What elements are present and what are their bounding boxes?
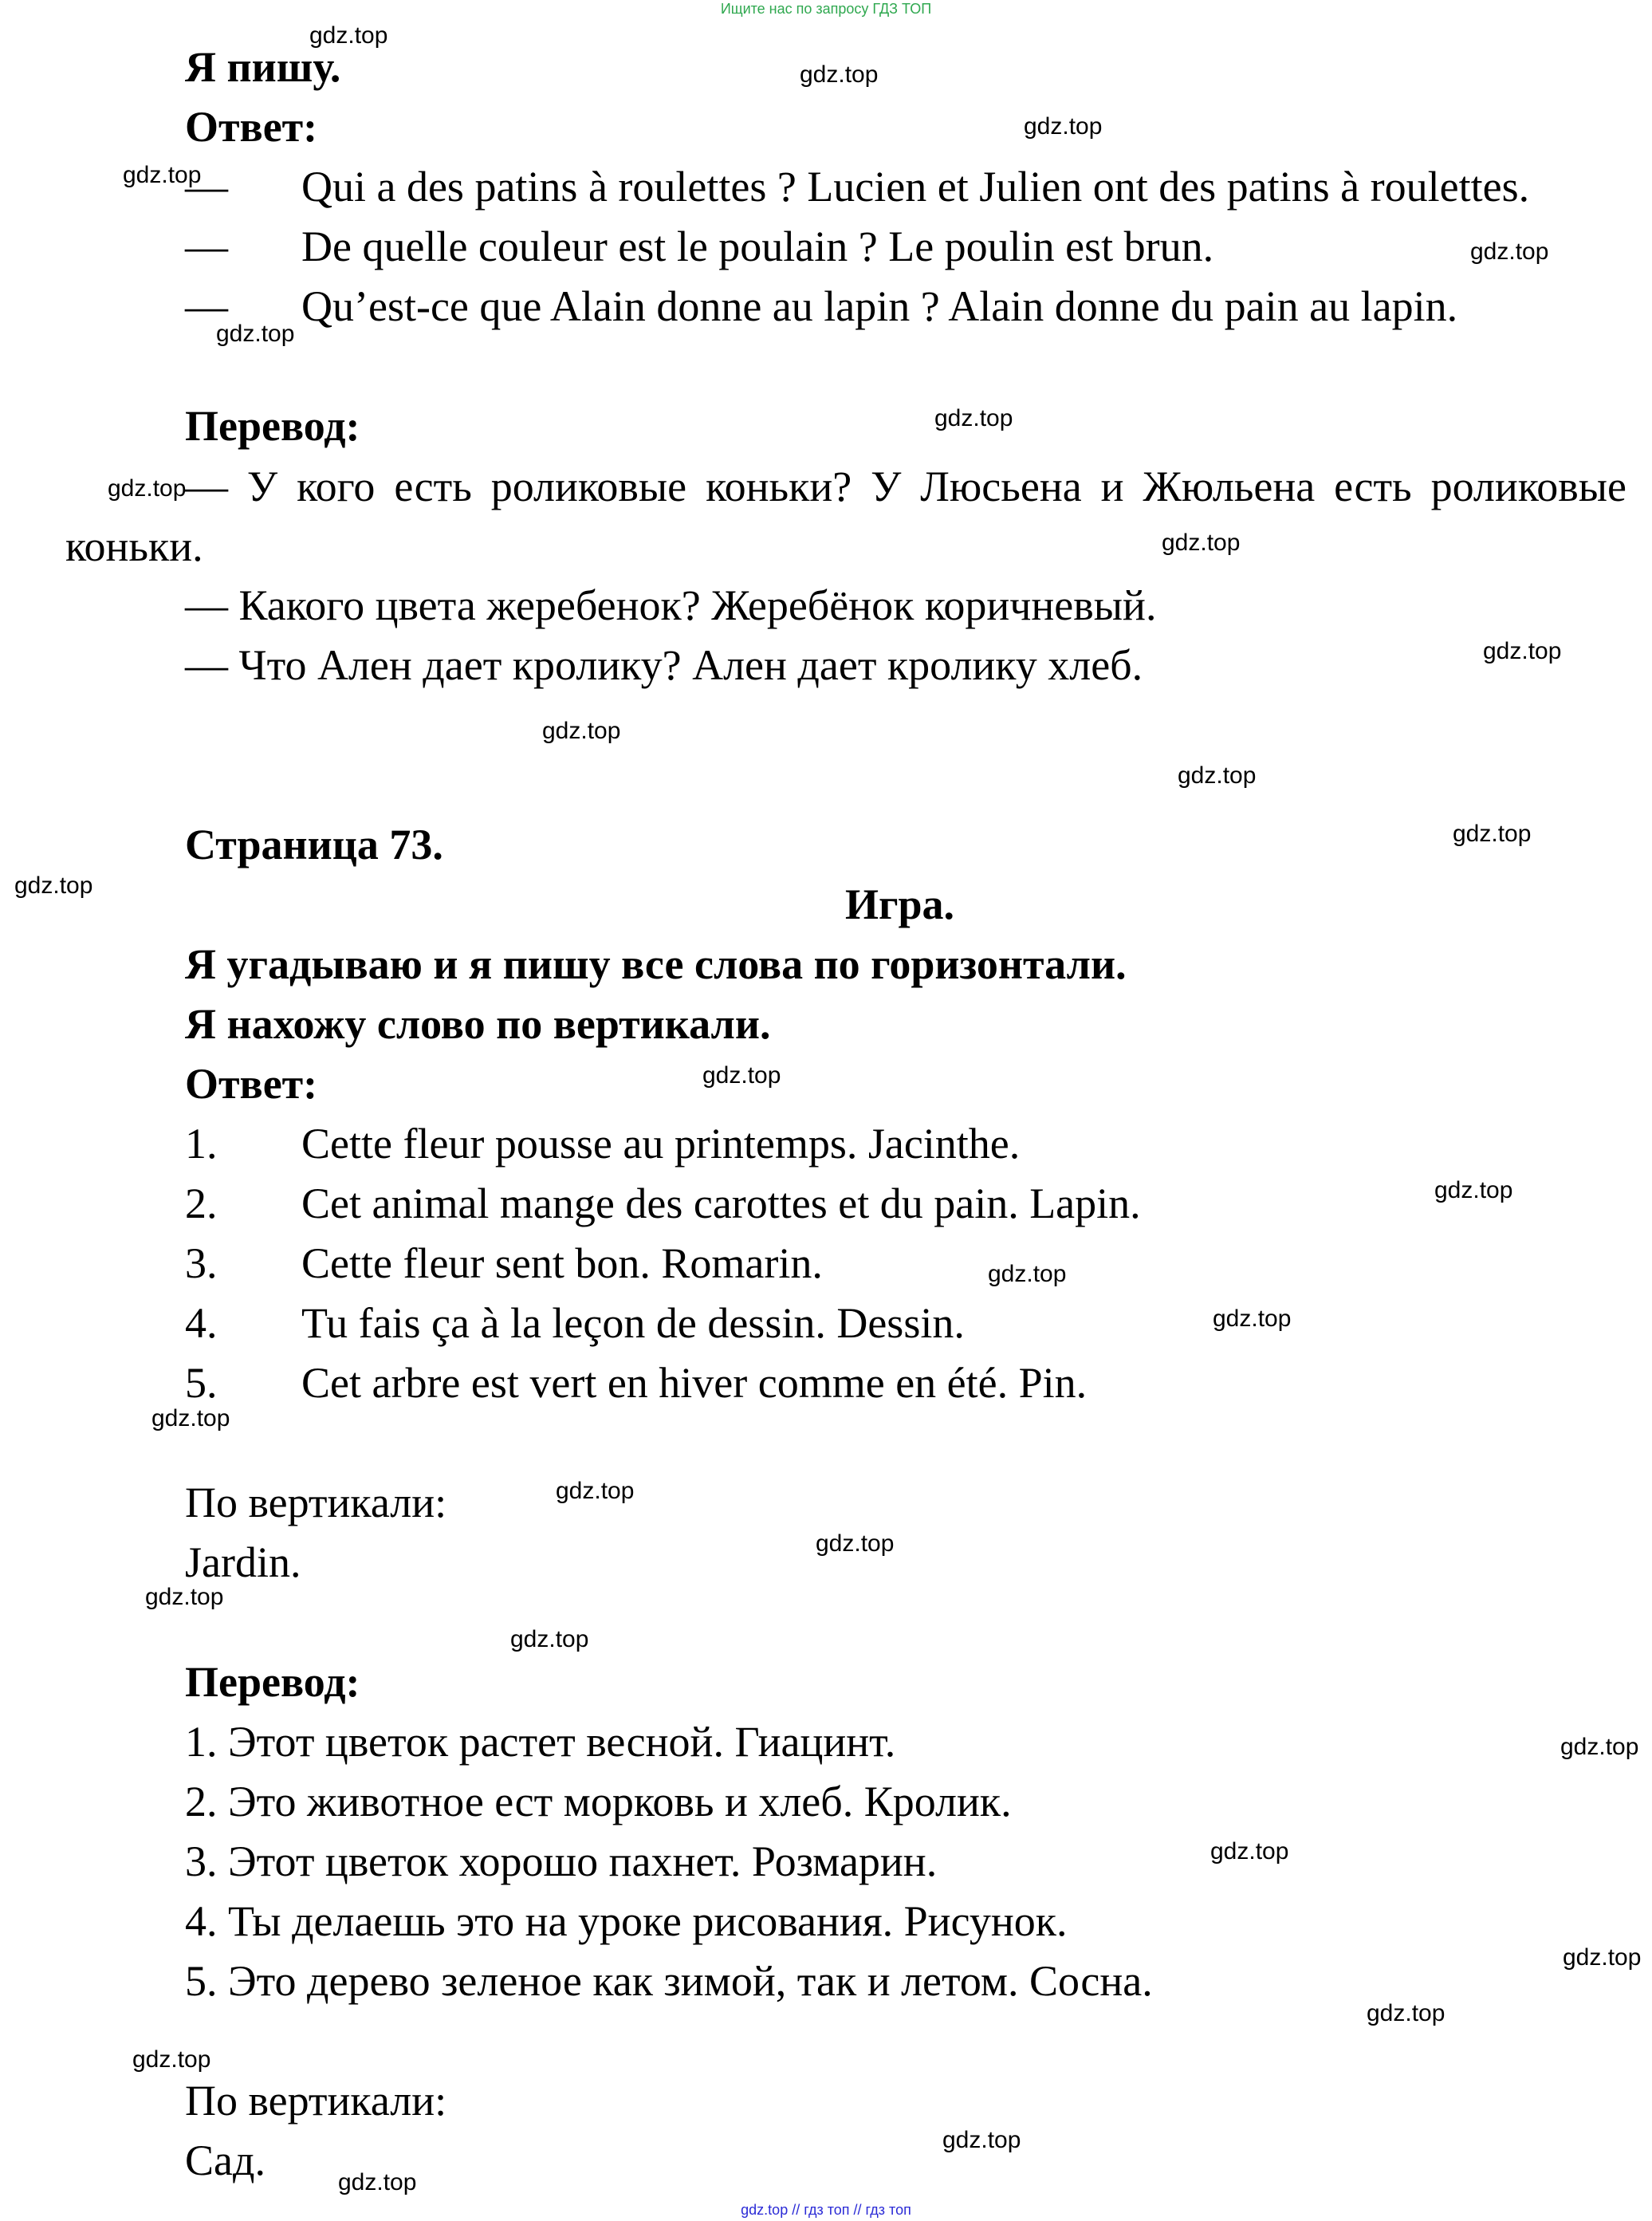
game-heading: Игра. [845,880,955,928]
watermark: gdz.top [1434,1177,1513,1203]
watermark: gdz.top [1213,1305,1292,1332]
watermark: gdz.top [542,718,621,744]
watermark: gdz.top [1483,638,1562,664]
dash-marker: — [185,222,228,270]
dash-marker: — [185,163,228,211]
answer-number: 5. [185,1359,218,1407]
answer-text: Cette fleur pousse au printemps. Jacinthe. [301,1120,1021,1168]
page-heading: Страница 73. [185,821,443,868]
watermark: gdz.top [942,2127,1021,2153]
watermark: gdz.top [1367,2000,1446,2026]
watermark: gdz.top [1178,762,1257,789]
watermark: gdz.top [108,475,187,502]
task-line: Я нахожу слово по вертикали. [185,1000,771,1048]
translation-line: 1. Этот цветок растет весной. Гиацинт. [185,1718,896,1766]
watermark: gdz.top [1210,1838,1289,1865]
answer-number: 4. [185,1299,218,1347]
watermark: gdz.top [816,1530,895,1557]
top-banner: Ищите нас по запросу ГДЗ ТОП [720,1,932,17]
answer-number: 1. [185,1120,218,1168]
watermark: gdz.top [1470,238,1549,265]
watermark: gdz.top [934,405,1013,431]
answer-text: De quelle couleur est le poulain ? Le poulin est brun. [301,222,1214,270]
answer-text: Cet arbre est vert en hiver comme en été. Pin. [301,1359,1088,1407]
watermark: gdz.top [1162,530,1241,556]
watermark: gdz.top [1453,821,1532,847]
answer-number: 3. [185,1239,218,1287]
watermark: gdz.top [132,2046,211,2073]
translation-line: 3. Этот цветок хорошо пахнет. Розмарин. [185,1837,938,1885]
watermark: gdz.top [216,321,295,347]
watermark: gdz.top [556,1478,635,1504]
answer-heading: Ответ: [185,103,318,151]
task-line: Я угадываю и я пишу все слова по горизонтали. [185,940,1127,988]
watermark: gdz.top [800,61,879,88]
watermark: gdz.top [702,1062,781,1089]
bottom-banner: gdz.top // гдз топ // гдз топ [741,2202,911,2218]
watermark: gdz.top [145,1584,224,1610]
translation-line: 2. Это животное ест морковь и хлеб. Кролик. [185,1778,1012,1825]
watermark: gdz.top [988,1261,1067,1287]
watermark: gdz.top [1563,1944,1642,1971]
translation-line: — Что Ален дает кролику? Ален дает кролику хлеб. [185,641,1143,689]
watermark: gdz.top [123,162,202,188]
translation-heading: Перевод: [185,1658,360,1706]
answer-text: Qu’est-ce que Alain donne au lapin ? Alain donne du pain au lapin. [301,282,1458,330]
exercise-title: Я пишу. [185,43,341,91]
translation-heading: Перевод: [185,402,360,450]
watermark: gdz.top [1560,1734,1639,1760]
translation-paragraph: — У кого есть роликовые коньки? У Люсьена и Жюльена есть роликовые коньки. [65,463,1626,570]
answer-text: Tu fais ça à la leçon de dessin. Dessin. [301,1299,965,1347]
vertical-answer: Jardin. [185,1538,301,1586]
vertical-label: По вертикали: [185,1479,447,1526]
answer-number: 2. [185,1179,218,1227]
watermark: gdz.top [338,2169,417,2195]
watermark: gdz.top [309,22,388,49]
answer-heading: Ответ: [185,1060,318,1108]
watermark: gdz.top [151,1405,230,1431]
translation-line: 5. Это дерево зеленое как зимой, так и летом. Сосна. [185,1957,1153,2005]
watermark: gdz.top [510,1626,589,1652]
vertical-answer-ru: Сад. [185,2136,266,2184]
answer-text: Cette fleur sent bon. Romarin. [301,1239,823,1287]
vertical-label-ru: По вертикали: [185,2077,447,2125]
translation-line: 4. Ты делаешь это на уроке рисования. Рисунок. [185,1897,1068,1945]
dash-marker: — [185,282,228,330]
answer-text: Qui a des patins à roulettes ? Lucien et Julien ont des patins à roulettes. [301,163,1530,211]
watermark: gdz.top [1024,113,1103,140]
watermark: gdz.top [14,872,93,899]
answer-text: Cet animal mange des carottes et du pain. Lapin. [301,1179,1141,1227]
translation-line: — Какого цвета жеребенок? Жеребёнок коричневый. [185,581,1157,629]
